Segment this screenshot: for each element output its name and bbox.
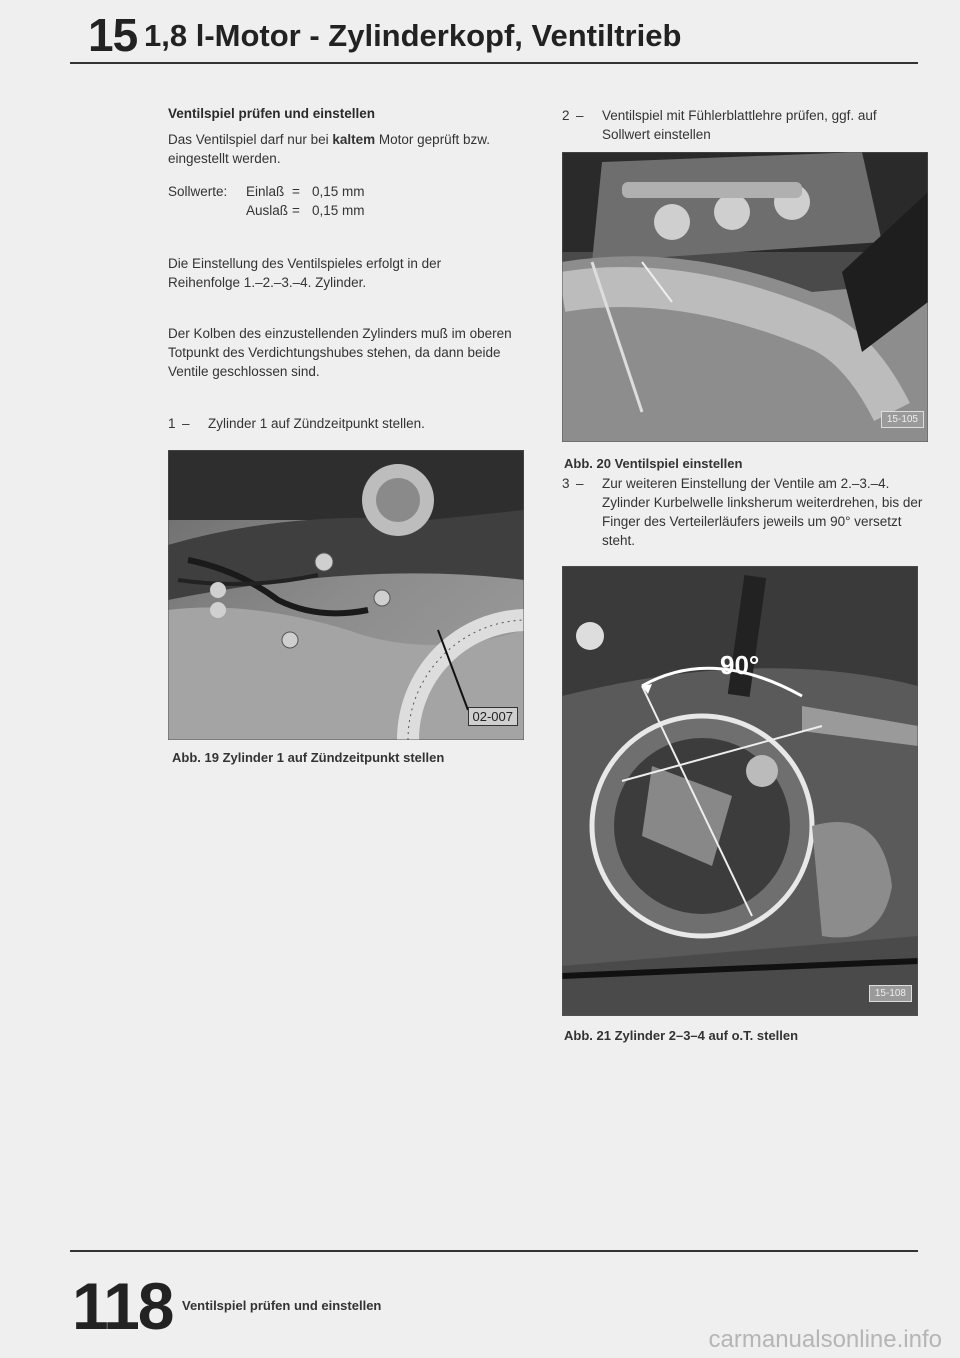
distributor-photo-illustration: [562, 566, 918, 1016]
valve-photo-illustration: [562, 152, 928, 442]
step-3: [562, 474, 932, 550]
figure-21-tag: 15-108: [869, 985, 912, 1002]
intro-paragraph: [168, 130, 548, 168]
specs-block: [168, 182, 365, 220]
order-paragraph: Die Einstellung des Ventilspieles erfolgt in der Reihenfolge 1.–2.–3.–4. Zylinder.: [168, 256, 442, 290]
step-dash: –: [576, 476, 584, 491]
figure-21-photo: [562, 566, 918, 1016]
intro-post: Motor geprüft bzw. eingestellt werden.: [168, 132, 490, 166]
engine-photo-illustration: [168, 450, 524, 740]
figure-19-photo: [168, 450, 524, 740]
step-dash: –: [576, 108, 584, 123]
spec-eq: =: [292, 203, 300, 218]
specs-label: Sollwerte:: [168, 184, 228, 199]
spec-name: Einlaß: [246, 184, 285, 199]
step-text: Ventilspiel mit Fühlerblattlehre prüfen, ggf. auf Sollwert einstellen: [602, 108, 877, 142]
step-2: [562, 106, 922, 144]
section-heading: Ventilspiel prüfen und einstellen: [168, 106, 376, 121]
chapter-title: 1,8 l-Motor - Zylinderkopf, Ventiltrieb: [144, 18, 682, 53]
page-number: 118: [72, 1269, 173, 1343]
step-dash: –: [182, 416, 190, 431]
angle-label: 90°: [720, 650, 760, 680]
figure-20-caption: Abb. 20 Ventilspiel einstellen: [564, 456, 743, 471]
step-text: Zylinder 1 auf Zündzeitpunkt stellen.: [208, 416, 425, 431]
step-number: 3: [562, 476, 570, 491]
watermark: carmanualsonline.info: [708, 1326, 942, 1353]
chapter-number: 15: [88, 9, 138, 61]
spec-eq: =: [292, 184, 300, 199]
footer-title: Ventilspiel prüfen und einstellen: [182, 1298, 382, 1313]
intro-bold: kaltem: [332, 132, 376, 147]
spec-value: 0,15 mm: [312, 184, 365, 199]
header-rule: [70, 62, 918, 64]
footer-rule: [70, 1250, 918, 1252]
figure-20-photo: [562, 152, 928, 442]
figure-19-caption: Abb. 19 Zylinder 1 auf Zündzeitpunkt stellen: [172, 750, 445, 765]
intro-pre: Das Ventilspiel darf nur bei: [168, 132, 329, 147]
step-number: 1: [168, 416, 176, 431]
figure-20-tag: 15-105: [881, 411, 924, 428]
spacer: [168, 201, 246, 220]
step-number: 2: [562, 108, 570, 123]
step-1: [168, 414, 425, 433]
step-text: Zur weiteren Einstellung der Ventile am 2.–3.–4. Zylinder Kurbelwelle linksherum weiterdrehen, bis der Finger des Verteilerläufers jeweils um 90° versetzt steht.: [602, 476, 923, 548]
figure-19-tag: 02-007: [468, 707, 518, 726]
spec-name: Auslaß: [246, 203, 289, 218]
spec-value: 0,15 mm: [312, 203, 365, 218]
figure-21-caption: Abb. 21 Zylinder 2–3–4 auf o.T. stellen: [564, 1028, 799, 1043]
piston-paragraph: Der Kolben des einzustellenden Zylinders muß im oberen Totpunkt des Verdichtungshubes stehen, da dann beide Ventile geschlossen sind.: [168, 326, 512, 379]
